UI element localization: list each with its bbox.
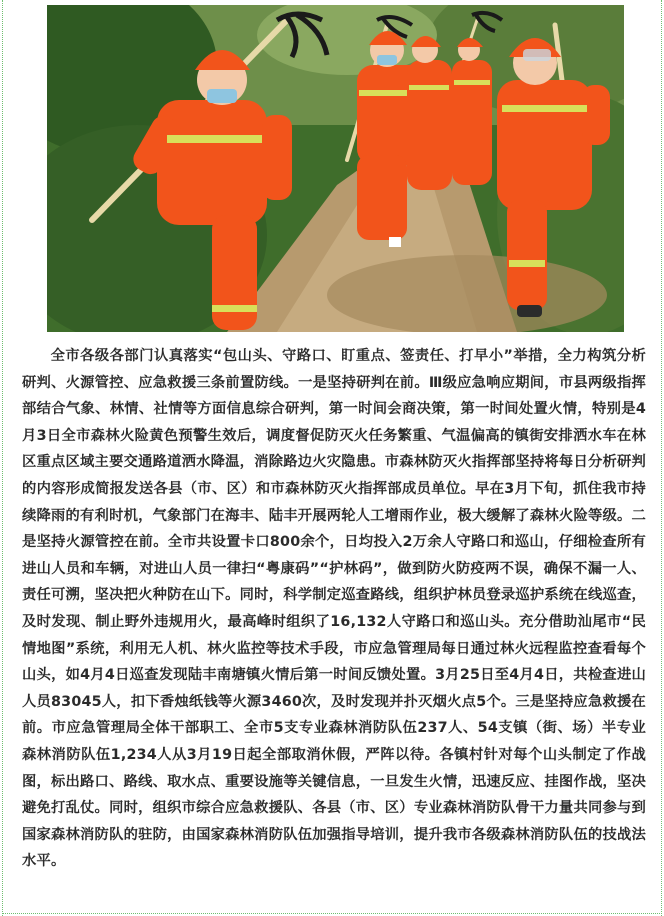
page-frame-bottom — [2, 913, 662, 914]
page-frame-right — [661, 0, 662, 916]
firefighters-photo — [47, 5, 624, 332]
page-frame-left — [2, 0, 3, 916]
article-paragraph: 全市各级各部门认真落实“包山头、守路口、盯重点、签责任、打早小”举措，全力构筑分析研判、火源管控、应急救援三条前置防线。一是坚持研判在前。Ⅲ级应急响应期间，市县两级指挥部结合气象、林情、社情等方面信息综合研判，第一时间会商决策，第一时间处置火情，特别是4月3日全市森林火险黄色预警生效后，调度督促防灭火任务繁重、气温偏高的镇街安排洒水车在林区重点区域主要交通路道洒水降温，消除路边火灾隐患。市森林防灭火指挥部坚持将每日分析研判的内容形成简报发送各县（市、区）和市森林防灭火指挥部成员单位。早在3月下旬，抓住我市持续降雨的有利时机，气象部门在海丰、陆丰开展两轮人工增雨作业，极大缓解了森林火险等级。二是坚持火源管控在前。全市共设置卡口800余个，日均投入2万余人守路口和巡山，仔细检查所有进山人员和车辆，对进山人员一律扫“粤康码”“护林码”，做到防火防疫两不误，确保不漏一人、责任可溯，坚决把火种防在山下。同时，科学制定巡查路线，组织护林员登录巡护系统在线巡查，及时发现、制止野外违规用火，最高峰时组织了16,132人守路口和巡山头。充分借助汕尾市“民情地图”系统，利用无人机、林火监控等技术手段，市应急管理局每日通过林火远程监控查看每个山头，如4月4日巡查发现陆丰南塘镇火情后第一时间反馈处置。3月25日至4月4日，共检查进山人员83045人，扣下香烛纸钱等火源3460次，及时发现并扑灭烟火点5个。三是坚持应急救援在前。市应急管理局全体干部职工、全市5支专业森林消防队伍237人、54支镇（街、场）半专业森林消防队伍1,234人从3月19日起全部取消休假，严阵以待。各镇村针对每个山头制定了作战图，标出路口、路线、取水点、重要设施等关键信息，一旦发生火情，迅速反应、挂图作战，坚决避免打乱仗。同时，组织市综合应急救援队、各县（市、区）专业森林消防队骨干力量共同参与到国家森林消防队的驻防，由国家森林消防队伍加强指导培训，提升我市各级森林消防队伍的技战法水平。 — [22, 348, 646, 870]
